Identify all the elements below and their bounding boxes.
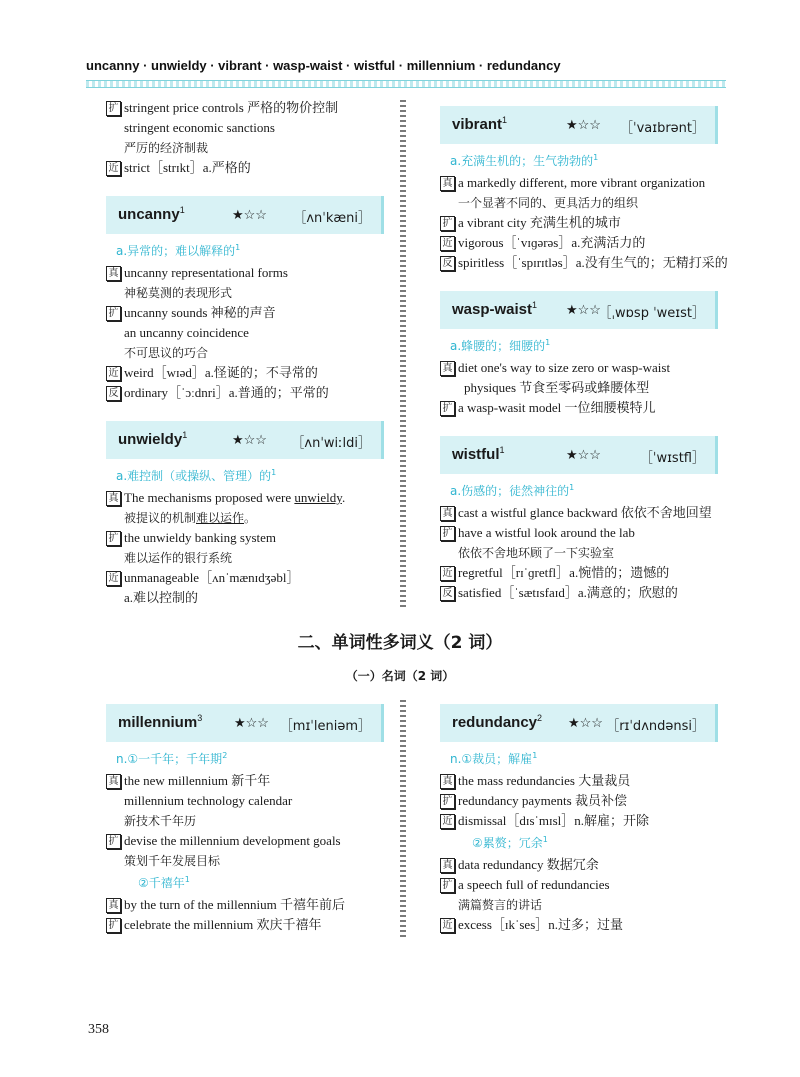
example-line: 真 The mechanisms proposed were unwieldy. bbox=[106, 488, 384, 508]
example-line: 扩 stringent price controls 严格的物价控制 bbox=[106, 98, 384, 118]
running-header: uncanny · unwieldy · vibrant · wasp-waist · wistful · millennium · redundancy bbox=[86, 58, 561, 73]
headword: wasp-waist$^1$ bbox=[452, 300, 538, 318]
translation-line: 被提议的机制难以运作。 bbox=[124, 511, 257, 525]
left-column-bottom bbox=[106, 704, 384, 935]
example-line: 扩 have a wistful look around the lab bbox=[440, 523, 718, 543]
phonetic: ［ʌnˈkæni］ bbox=[293, 211, 371, 226]
tag-zhen: 真 bbox=[106, 898, 121, 913]
tag-zhen: 真 bbox=[106, 774, 121, 789]
example-line: 扩 the unwieldy banking system bbox=[106, 528, 384, 548]
translation-line: 依依不舍地环顾了一下实验室 bbox=[458, 546, 615, 560]
right-column-bottom bbox=[440, 704, 718, 935]
tag-kuo: 扩 bbox=[106, 918, 121, 933]
star-rating: ★☆☆ bbox=[566, 117, 601, 132]
synonym-line: 近 excess［ɪkˈses］n.过多；过量 bbox=[440, 915, 718, 935]
tag-jin: 近 bbox=[440, 236, 455, 251]
tag-jin: 近 bbox=[106, 366, 121, 381]
example-line: 真 diet one's way to size zero or wasp-waist bbox=[440, 358, 718, 378]
translation-line: 新技术千年历 bbox=[124, 814, 197, 828]
word-box-unwieldy bbox=[106, 421, 384, 459]
tag-jin: 近 bbox=[440, 918, 455, 933]
tag-zhen: 真 bbox=[440, 858, 455, 873]
star-rating: ★☆☆ bbox=[566, 302, 601, 317]
translation-line: 一个显著不同的、更具活力的组织 bbox=[458, 196, 639, 210]
tag-jin: 近 bbox=[440, 566, 455, 581]
synonym-line: 近 regretful［rɪˈɡretfl］a.惋惜的；遗憾的 bbox=[440, 563, 718, 583]
tag-fan: 反 bbox=[440, 256, 455, 271]
word-box-wistful bbox=[440, 436, 718, 474]
synonym-line: 近 vigorous［ˈvɪɡərəs］a.充满活力的 bbox=[440, 233, 718, 253]
subsection-title: （一）名词（2 词） bbox=[345, 669, 455, 683]
star-rating: ★☆☆ bbox=[566, 447, 601, 462]
headword: redundancy$^2$ bbox=[452, 713, 543, 731]
example-line: 扩 devise the millennium development goals bbox=[106, 831, 384, 851]
synonym-line: 近 dismissal［dɪsˈmɪsl］n.解雇；开除 bbox=[440, 811, 718, 831]
tag-kuo: 扩 bbox=[440, 401, 455, 416]
phonetic: ［ˌwɒsp ˈweɪst］ bbox=[598, 306, 705, 321]
tag-zhen: 真 bbox=[440, 176, 455, 191]
headword: wistful$^1$ bbox=[452, 445, 505, 463]
synonym-line: 近 unmanageable［ʌnˈmænɪdʒəbl］ bbox=[106, 568, 384, 588]
word-box-wasp-waist bbox=[440, 291, 718, 329]
tag-kuo: 扩 bbox=[440, 216, 455, 231]
word-box-redundancy bbox=[440, 704, 718, 742]
example-line: 真 by the turn of the millennium 千禧年前后 bbox=[106, 895, 384, 915]
translation-line: 不可思议的巧合 bbox=[124, 346, 209, 360]
star-rating: ★☆☆ bbox=[232, 432, 267, 447]
tag-jin: 近 bbox=[106, 161, 121, 176]
example-line: stringent economic sanctions bbox=[124, 120, 275, 135]
part-of-speech: ②千禧年$^1$ bbox=[138, 875, 190, 890]
tag-kuo: 扩 bbox=[440, 526, 455, 541]
tag-zhen: 真 bbox=[440, 774, 455, 789]
tag-kuo: 扩 bbox=[440, 794, 455, 809]
part-of-speech: a.难控制（或操纵、管理）的$^1$ bbox=[116, 468, 277, 483]
star-rating: ★☆☆ bbox=[232, 207, 267, 222]
phonetic: ［rɪˈdʌndənsi］ bbox=[606, 719, 705, 734]
star-rating: ★☆☆ bbox=[234, 715, 269, 730]
example-line: millennium technology calendar bbox=[124, 793, 293, 808]
example-line: 扩 uncanny sounds 神秘的声音 bbox=[106, 303, 384, 323]
phonetic: ［ʌnˈwiːldi］ bbox=[291, 436, 371, 451]
example-line: 真 the mass redundancies 大量裁员 bbox=[440, 771, 718, 791]
tag-fan: 反 bbox=[106, 386, 121, 401]
tag-zhen: 真 bbox=[440, 506, 455, 521]
headword: unwieldy$^1$ bbox=[118, 430, 188, 448]
example-line: 真 uncanny representational forms bbox=[106, 263, 384, 283]
tag-fan: 反 bbox=[440, 586, 455, 601]
antonym-line: 反 ordinary［ˈɔːdnri］a.普通的；平常的 bbox=[106, 383, 384, 403]
definition-line: a.难以控制的 bbox=[124, 590, 199, 605]
column-divider bbox=[400, 100, 406, 608]
section-title: 二、单词性多词义（2 词） bbox=[297, 633, 503, 653]
example-line: 扩 a vibrant city 充满生机的城市 bbox=[440, 213, 718, 233]
part-of-speech: n.①一千年；千年期$^2$ bbox=[116, 751, 228, 766]
translation-line: 策划千年发展目标 bbox=[124, 854, 221, 868]
page-number: 358 bbox=[88, 1022, 109, 1037]
left-column bbox=[106, 98, 384, 608]
part-of-speech: a.异常的；难以解释的$^1$ bbox=[116, 243, 241, 258]
tag-kuo: 扩 bbox=[440, 878, 455, 893]
star-rating: ★☆☆ bbox=[568, 715, 603, 730]
antonym-line: 反 spiritless［ˈspɪrɪtləs］a.没有生气的；无精打采的 bbox=[440, 253, 718, 273]
part-of-speech: a.蜂腰的；细腰的$^1$ bbox=[450, 338, 551, 353]
part-of-speech: n.①裁员；解雇$^1$ bbox=[450, 751, 538, 766]
phonetic: ［ˈvaɪbrənt］ bbox=[620, 121, 705, 136]
headword: vibrant$^1$ bbox=[452, 115, 508, 133]
word-box-vibrant bbox=[440, 106, 718, 144]
example-line: 真 the new millennium 新千年 bbox=[106, 771, 384, 791]
word-box-millennium bbox=[106, 704, 384, 742]
column-divider bbox=[400, 700, 406, 938]
phonetic: ［ˈwɪstfl］ bbox=[639, 451, 705, 466]
translation-line: 神秘莫测的表现形式 bbox=[124, 286, 233, 300]
example-line: 真 data redundancy 数据冗余 bbox=[440, 855, 718, 875]
synonym-line: 近 strict［strɪkt］a.严格的 bbox=[106, 158, 384, 178]
synonym-line: 近 weird［wɪəd］a.怪诞的；不寻常的 bbox=[106, 363, 384, 383]
tag-kuo: 扩 bbox=[106, 306, 121, 321]
tag-kuo: 扩 bbox=[106, 531, 121, 546]
tag-kuo: 扩 bbox=[106, 101, 121, 116]
example-line: 扩 a speech full of redundancies bbox=[440, 875, 718, 895]
part-of-speech: a.伤感的；徒然神往的$^1$ bbox=[450, 483, 575, 498]
tag-zhen: 真 bbox=[106, 266, 121, 281]
word-box-uncanny bbox=[106, 196, 384, 234]
example-line: an uncanny coincidence bbox=[124, 325, 249, 340]
translation-line: 严厉的经济制裁 bbox=[124, 141, 209, 155]
antonym-line: 反 satisfied［ˈsætɪsfaɪd］a.满意的；欣慰的 bbox=[440, 583, 718, 603]
tag-jin: 近 bbox=[440, 814, 455, 829]
headword: millennium$^3$ bbox=[118, 713, 203, 731]
phonetic: ［mɪˈleniəm］ bbox=[279, 719, 371, 734]
translation-line: 满篇赘言的讲话 bbox=[458, 898, 543, 912]
part-of-speech: ②累赘；冗余$^1$ bbox=[472, 835, 548, 850]
example-line: 真 a markedly different, more vibrant organization bbox=[440, 173, 718, 193]
example-line: physiques 节食至零码或蜂腰体型 bbox=[464, 380, 650, 395]
tag-zhen: 真 bbox=[440, 361, 455, 376]
example-line: 扩 a wasp-wasit model 一位细腰模特儿 bbox=[440, 398, 718, 418]
tag-kuo: 扩 bbox=[106, 834, 121, 849]
part-of-speech: a.充满生机的；生气勃勃的$^1$ bbox=[450, 153, 599, 168]
example-line: 扩 celebrate the millennium 欢庆千禧年 bbox=[106, 915, 384, 935]
example-line: 真 cast a wistful glance backward 依依不舍地回望 bbox=[440, 503, 718, 523]
example-line: 扩 redundancy payments 裁员补偿 bbox=[440, 791, 718, 811]
header-rule bbox=[86, 80, 726, 88]
right-column bbox=[440, 106, 728, 603]
translation-line: 难以运作的银行系统 bbox=[124, 551, 233, 565]
headword: uncanny$^1$ bbox=[118, 205, 185, 223]
tag-jin: 近 bbox=[106, 571, 121, 586]
tag-zhen: 真 bbox=[106, 491, 121, 506]
